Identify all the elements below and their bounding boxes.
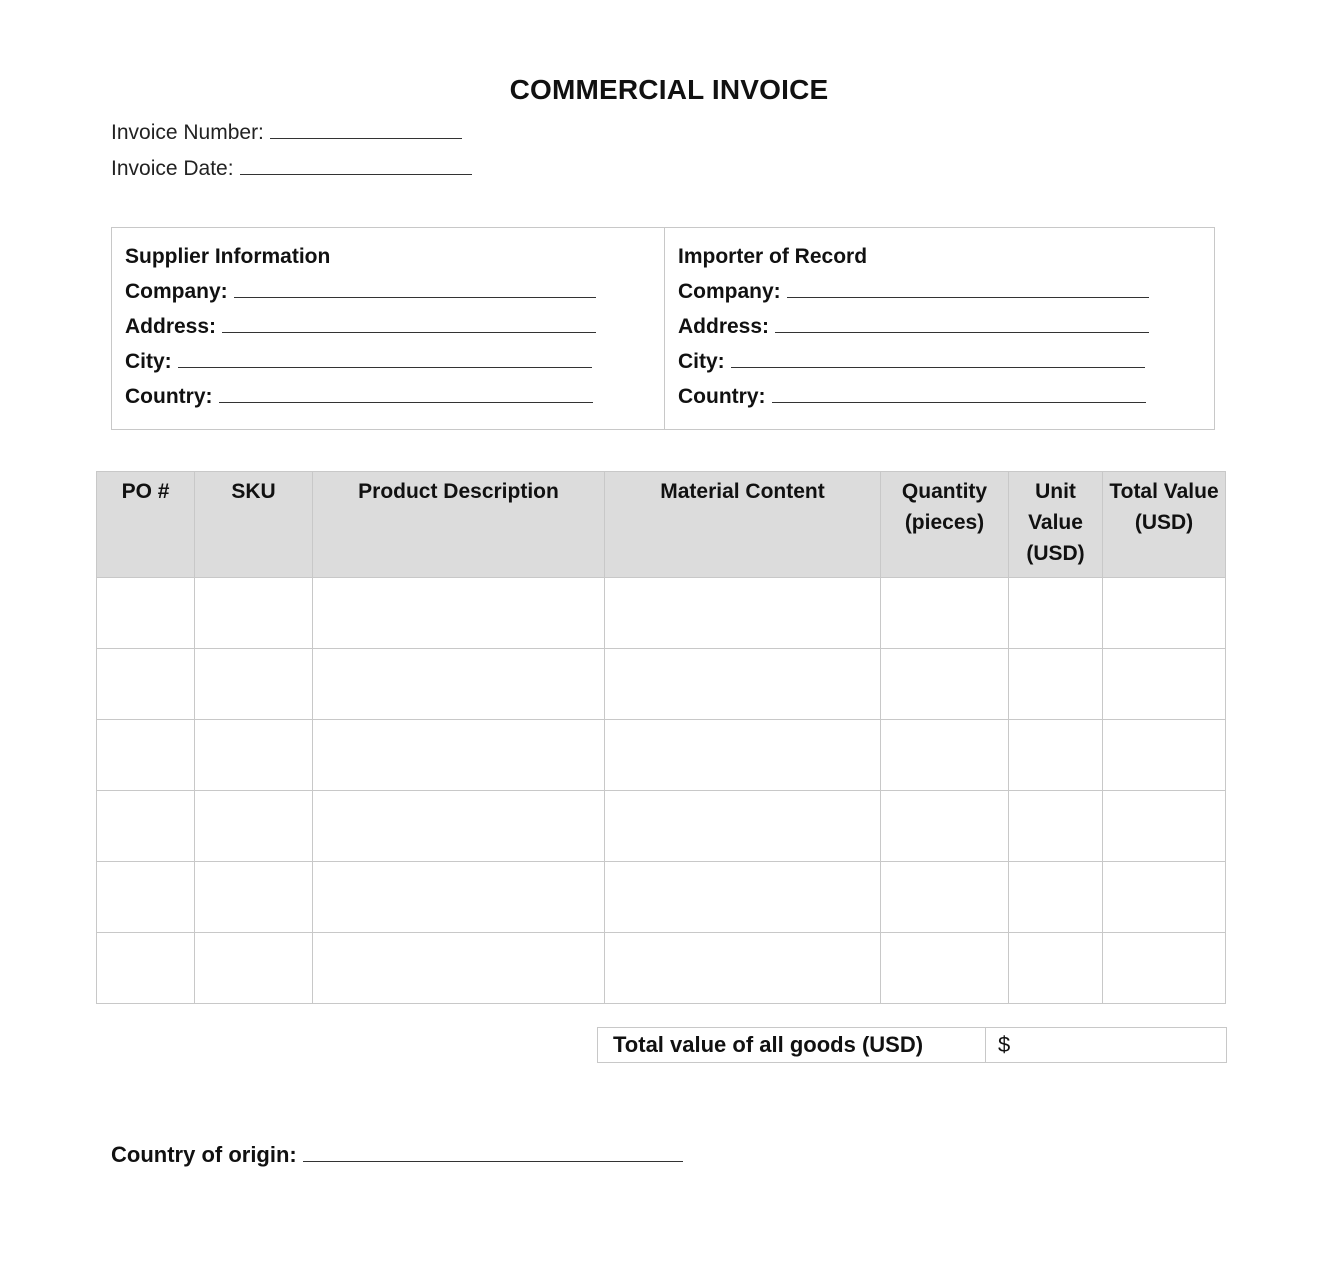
- supplier-address-field[interactable]: [222, 314, 596, 333]
- table-cell[interactable]: [605, 791, 881, 862]
- table-cell[interactable]: [195, 578, 313, 649]
- table-row: [97, 649, 1226, 720]
- table-cell[interactable]: [97, 649, 195, 720]
- table-cell[interactable]: [195, 933, 313, 1004]
- table-row: [97, 933, 1226, 1004]
- importer-country-row: [678, 382, 1214, 417]
- importer-city-field[interactable]: [731, 349, 1145, 368]
- total-value-label: Total value of all goods (USD): [598, 1028, 986, 1062]
- invoice-number-field[interactable]: [270, 120, 462, 139]
- col-header-total-value: Total Value (USD): [1103, 472, 1226, 578]
- table-cell[interactable]: [195, 791, 313, 862]
- importer-city-label: City:: [678, 350, 725, 373]
- table-row: [97, 862, 1226, 933]
- table-cell[interactable]: [1009, 720, 1103, 791]
- total-value-box: [597, 1027, 1227, 1063]
- supplier-company-label: Company:: [125, 280, 228, 303]
- table-cell[interactable]: [881, 862, 1009, 933]
- supplier-country-row: [125, 382, 664, 417]
- table-cell[interactable]: [605, 862, 881, 933]
- supplier-address-label: Address:: [125, 315, 217, 338]
- col-header-unit-value: Unit Value (USD): [1009, 472, 1103, 578]
- table-cell[interactable]: [605, 649, 881, 720]
- table-row: [97, 720, 1226, 791]
- table-cell[interactable]: [195, 649, 313, 720]
- country-of-origin-line: [111, 1142, 683, 1168]
- supplier-heading: Supplier Information: [125, 245, 331, 268]
- col-header-sku: SKU: [195, 472, 313, 578]
- supplier-city-field[interactable]: [178, 349, 592, 368]
- table-cell[interactable]: [313, 791, 605, 862]
- supplier-company-field[interactable]: [234, 279, 596, 298]
- invoice-number-line: [111, 120, 462, 145]
- table-cell[interactable]: [1009, 791, 1103, 862]
- table-cell[interactable]: [1009, 862, 1103, 933]
- importer-city-row: [678, 347, 1214, 382]
- table-cell[interactable]: [1103, 933, 1226, 1004]
- table-row: [97, 791, 1226, 862]
- total-value-field[interactable]: [986, 1028, 1226, 1062]
- table-cell[interactable]: [1009, 578, 1103, 649]
- importer-address-field[interactable]: [775, 314, 1149, 333]
- table-header-row: [97, 472, 1226, 578]
- invoice-date-line: [111, 156, 472, 181]
- supplier-section: [112, 228, 664, 429]
- table-cell[interactable]: [313, 720, 605, 791]
- supplier-country-label: Country:: [125, 385, 213, 408]
- table-cell[interactable]: [1009, 933, 1103, 1004]
- table-cell[interactable]: [605, 578, 881, 649]
- supplier-country-field[interactable]: [219, 384, 593, 403]
- table-cell[interactable]: [1103, 649, 1226, 720]
- country-of-origin-label: Country of origin:: [111, 1142, 297, 1167]
- table-cell[interactable]: [1103, 862, 1226, 933]
- col-header-product-description: Product Description: [313, 472, 605, 578]
- table-cell[interactable]: [313, 933, 605, 1004]
- table-cell[interactable]: [881, 578, 1009, 649]
- invoice-number-label: Invoice Number:: [111, 121, 264, 144]
- table-cell[interactable]: [313, 578, 605, 649]
- page-title: COMMERCIAL INVOICE: [509, 74, 829, 105]
- table-cell[interactable]: [313, 649, 605, 720]
- table-cell[interactable]: [97, 720, 195, 791]
- importer-address-row: [678, 312, 1214, 347]
- importer-heading: Importer of Record: [678, 245, 868, 268]
- supplier-city-row: [125, 347, 664, 382]
- currency-symbol: $: [998, 1032, 1011, 1057]
- importer-company-label: Company:: [678, 280, 781, 303]
- line-items-table: [96, 471, 1226, 1004]
- table-cell[interactable]: [881, 791, 1009, 862]
- table-cell[interactable]: [881, 933, 1009, 1004]
- table-cell[interactable]: [881, 720, 1009, 791]
- col-header-quantity: Quantity (pieces): [881, 472, 1009, 578]
- importer-country-field[interactable]: [772, 384, 1146, 403]
- importer-address-label: Address:: [678, 315, 770, 338]
- table-cell[interactable]: [605, 720, 881, 791]
- supplier-city-label: City:: [125, 350, 172, 373]
- table-cell[interactable]: [97, 578, 195, 649]
- supplier-company-row: [125, 277, 664, 312]
- table-cell[interactable]: [195, 862, 313, 933]
- table-cell[interactable]: [97, 933, 195, 1004]
- supplier-address-row: [125, 312, 664, 347]
- table-cell[interactable]: [1009, 649, 1103, 720]
- table-cell[interactable]: [195, 720, 313, 791]
- table-cell[interactable]: [1103, 720, 1226, 791]
- table-cell[interactable]: [97, 862, 195, 933]
- col-header-po: PO #: [97, 472, 195, 578]
- table-cell[interactable]: [1103, 578, 1226, 649]
- table-cell[interactable]: [1103, 791, 1226, 862]
- invoice-date-label: Invoice Date:: [111, 157, 234, 180]
- table-cell[interactable]: [881, 649, 1009, 720]
- country-of-origin-field[interactable]: [303, 1143, 683, 1162]
- importer-section: [664, 228, 1214, 429]
- importer-country-label: Country:: [678, 385, 766, 408]
- col-header-material-content: Material Content: [605, 472, 881, 578]
- table-cell[interactable]: [605, 933, 881, 1004]
- table-cell[interactable]: [97, 791, 195, 862]
- party-info-box: [111, 227, 1215, 430]
- table-row: [97, 578, 1226, 649]
- table-cell[interactable]: [313, 862, 605, 933]
- invoice-date-field[interactable]: [240, 156, 472, 175]
- importer-company-field[interactable]: [787, 279, 1149, 298]
- importer-company-row: [678, 277, 1214, 312]
